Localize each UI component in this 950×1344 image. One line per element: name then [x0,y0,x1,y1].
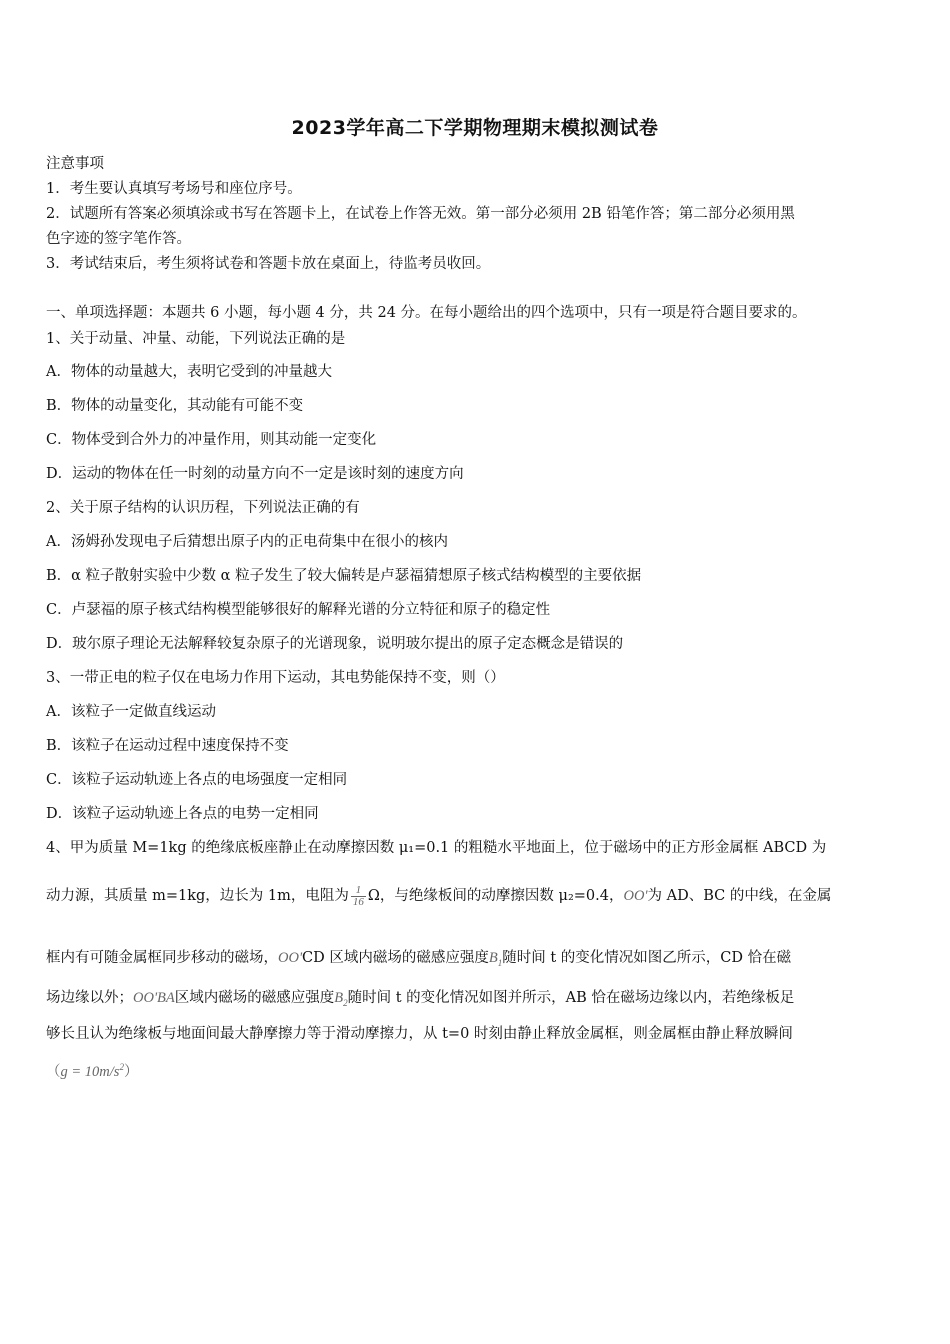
q1-stem: 1、关于动量、冲量、动能，下列说法正确的是 [46,331,346,347]
q1-option-c: C．物体受到合外力的冲量作用，则其动能一定变化 [46,432,377,448]
q3-option-b: B．该粒子在运动过程中速度保持不变 [46,738,289,754]
gravity-formula: g = 10m/s [60,1064,120,1080]
q4-line-3 [46,946,791,968]
q3-option-a: A．该粒子一定做直线运动 [46,704,216,720]
notice-item-1: 1．考生要认真填写考场号和座位序号。 [46,181,302,197]
gravity-exponent: 2 [119,1062,124,1073]
q1-option-a: A．物体的动量越大，表明它受到的冲量越大 [46,364,332,380]
paren-open: （ [46,1064,61,1080]
q3-stem: 3、一带正电的粒子仅在电场力作用下运动，其电势能保持不变，则（） [46,670,505,686]
q4-line-5: 够长且认为绝缘板与地面间最大静摩擦力等于滑动摩擦力，从 t=0 时刻由静止释放金属框，则金属框由静止释放瞬间 [46,1026,793,1042]
q2-option-b: B．α 粒子散射实验中少数 α 粒子发生了较大偏转是卢瑟福猜想原子核式结构模型的主要依据 [46,568,642,584]
section-heading: 一、单项选择题：本题共 6 小题，每小题 4 分，共 24 分。在每小题给出的四个选项中，只有一项是符合题目要求的。 [46,305,807,321]
q4-line-3c: 随时间 t 的变化情况如图乙所示，CD 恰在磁 [502,950,792,966]
q4-line-3b: CD 区域内磁场的磁感应强度 [302,950,489,966]
exam-title: 2023学年高二下学期物理期末模拟测试卷 [291,117,659,139]
q1-option-b: B．物体的动量变化，其动能有可能不变 [46,398,304,414]
q3-option-c: C．该粒子运动轨迹上各点的电场强度一定相同 [46,772,348,788]
q2-option-c: C．卢瑟福的原子核式结构模型能够很好的解释光谱的分立特征和原子的稳定性 [46,602,551,618]
b2-subscript: 2 [343,997,348,1008]
q3-option-d: D．该粒子运动轨迹上各点的电势一定相同 [46,806,319,822]
resistance-fraction [351,885,366,908]
q4-line-4c: 随时间 t 的变化情况如图并所示，AB 恰在磁场边缘以内，若绝缘板足 [347,990,795,1006]
q4-line-4b: 区域内磁场的磁感应强度 [174,990,335,1006]
ooba-label: OO'BA [133,990,175,1006]
q4-line-2c: 为 AD、BC 的中线，在金属 [647,888,832,904]
q4-line-2b: Ω，与绝缘板间的动摩擦因数 μ₂=0.4， [367,888,624,904]
notice-heading: 注意事项 [46,156,104,172]
notice-item-3: 3．考试结束后，考生须将试卷和答题卡放在桌面上，待监考员收回。 [46,256,491,272]
q4-line-2 [46,884,831,908]
q4-line-1: 4、甲为质量 M=1kg 的绝缘底板座静止在动摩擦因数 μ₁=0.1 的粗糙水平地面上，位于磁场中的正方形金属框 ABCD 为 [46,840,827,856]
q4-line-4a: 场边缘以外； [46,990,133,1006]
oo-prime-label-2: OO' [278,950,303,966]
notice-item-2-cont: 色字迹的签字笔作答。 [46,231,191,247]
fraction-numerator: 1 [351,885,366,897]
q2-option-a: A．汤姆孙发现电子后猜想出原子内的正电荷集中在很小的核内 [46,534,448,550]
paren-close: ） [123,1064,139,1080]
q4-line-2a: 动力源，其质量 m=1kg，边长为 1m，电阻为 [46,888,349,904]
q2-option-d: D．玻尔原子理论无法解释较复杂原子的光谱现象，说明玻尔提出的原子定态概念是错误的 [46,636,624,652]
q4-line-3a: 框内有可随金属框同步移动的磁场， [46,950,278,966]
q2-stem: 2、关于原子结构的认识历程，下列说法正确的有 [46,500,360,516]
fraction-denominator: 16 [352,895,364,908]
b2-symbol: B [334,990,344,1006]
b1-symbol: B [488,950,498,966]
oo-prime-label: OO' [623,888,648,904]
notice-item-2: 2．试题所有答案必须填涂或书写在答题卡上，在试卷上作答无效。第一部分必须用 2B 铅笔作答；第二部分必须用黑 [46,206,795,222]
q4-line-4 [46,986,794,1008]
b1-subscript: 1 [497,957,503,968]
q4-line-6 [46,1060,138,1081]
q1-option-d: D．运动的物体在任一时刻的动量方向不一定是该时刻的速度方向 [46,466,464,482]
